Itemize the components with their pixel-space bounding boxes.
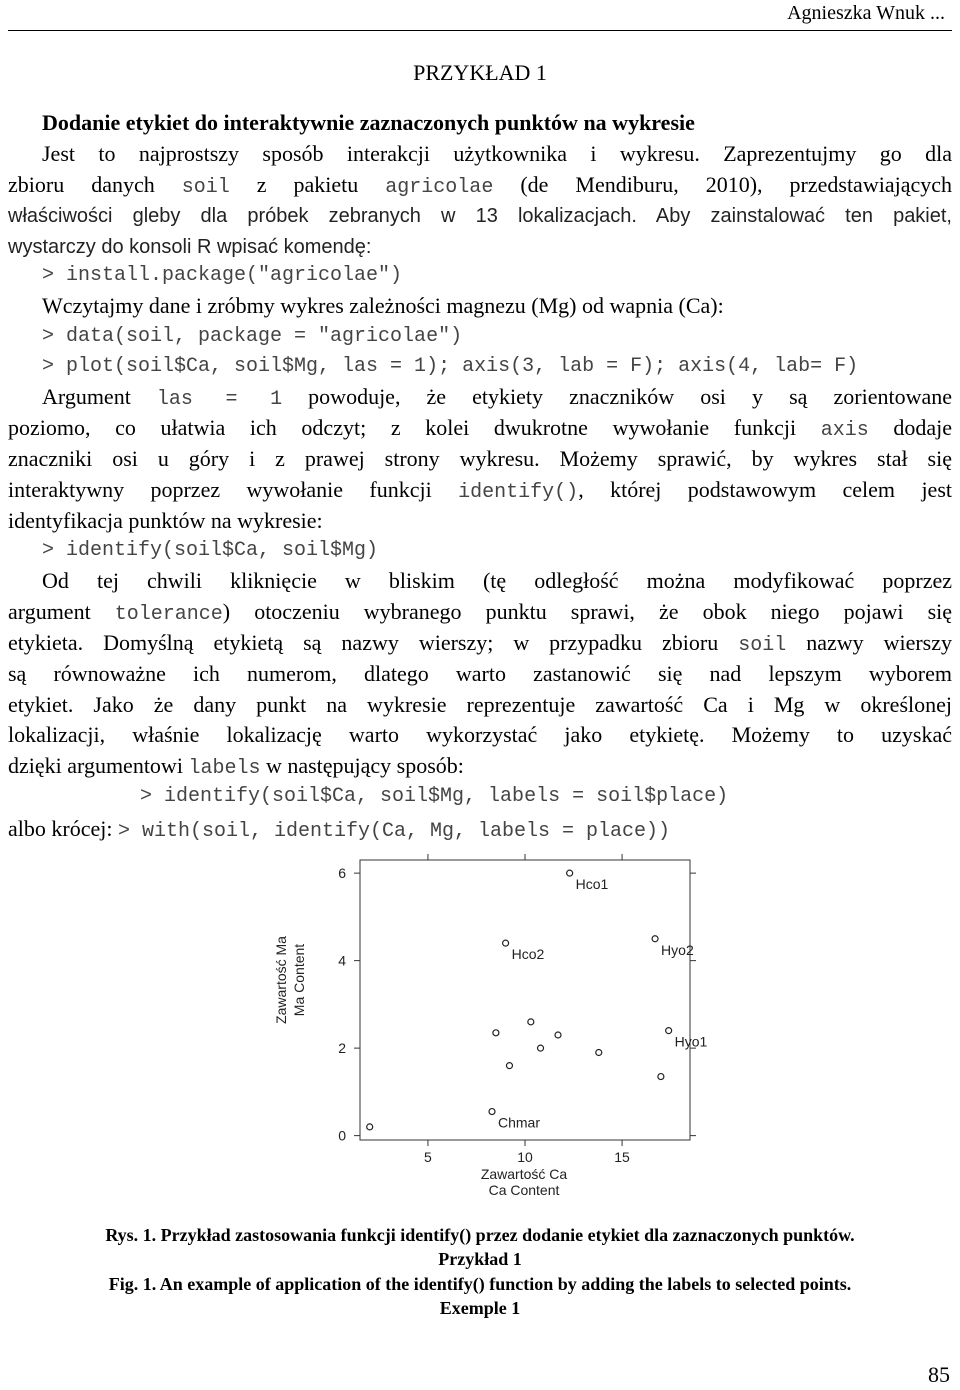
code-data: > data(soil, package = "agricolae")	[42, 325, 463, 348]
para4-line6: lokalizacji, właśnie lokalizację warto wykorzystać jako etykietę. Możemy to uzyskać	[8, 722, 952, 747]
data-point	[555, 1032, 561, 1038]
para4-line7: dzięki argumentowi labels w następujący sposób:	[8, 753, 464, 780]
para4-line2: argument tolerance) otoczeniu wybranego punktu sprawi, że obok niego pojawi się	[8, 599, 953, 626]
y-tick-label: 0	[338, 1127, 346, 1144]
data-point	[596, 1050, 602, 1056]
para3-line4: interaktywny poprzez wywołanie funkcji identify(), której podstawowym celem jest	[8, 477, 952, 504]
x-tick-label: 5	[424, 1149, 432, 1165]
plot-box	[360, 860, 690, 1140]
para2: Wczytajmy dane i zróbmy wykres zależności magnezu (Mg) od wapnia (Ca):	[42, 293, 724, 318]
para3-line5: identyfikacja punktów na wykresie:	[8, 508, 323, 533]
x-tick-label: 15	[614, 1149, 630, 1165]
para4-line4: są równoważne ich numerom, dlatego warto zastanowić się nad lepszym wyborem	[8, 661, 952, 686]
para3-line3: znaczniki osi u góry i z prawej strony wykresu. Możemy sprawić, by wykres stał się	[8, 446, 952, 471]
code-install: > install.package("agricolae")	[42, 264, 403, 287]
para1-line4: wystarczy do konsoli R wpisać komendę:	[8, 236, 372, 258]
figure-caption-pl: Rys. 1. Przykład zastosowania funkcji identify() przez dodanie etykiet dla zaznaczonych punktów.	[105, 1225, 855, 1245]
data-point	[658, 1074, 664, 1080]
data-point	[503, 940, 509, 946]
point-label: Hco1	[575, 876, 609, 893]
page-number: 85	[928, 1362, 950, 1387]
y-axis-label-line2: Ma Content	[291, 943, 307, 1017]
section-title: Dodanie etykiet do interaktywnie zaznaczonych punktów na wykresie	[42, 110, 695, 135]
running-header: Agnieszka Wnuk ...	[787, 2, 945, 24]
code-identify: > identify(soil$Ca, soil$Mg)	[42, 539, 379, 562]
y-tick-label: 4	[338, 952, 346, 969]
y-axis-label-line1: Zawartość Ma	[273, 936, 289, 1024]
figure-caption-en-sub: Exemple 1	[439, 1298, 521, 1318]
data-point	[493, 1030, 499, 1036]
data-points	[367, 870, 708, 1130]
figure-caption-pl-sub: Przykład 1	[438, 1249, 522, 1269]
x-axis-label-line1: Zawartość Ca	[480, 1166, 568, 1182]
figure-caption-en: Fig. 1. An example of application of the identify() function by adding the labels to selected points.	[108, 1274, 852, 1294]
code-plot: > plot(soil$Ca, soil$Mg, las = 1); axis(3, lab = F); axis(4, lab= F)	[42, 355, 859, 378]
data-point	[666, 1028, 672, 1034]
para4-line1: Od tej chwili kliknięcie w bliskim (tę odległość można modyfikować poprzez	[42, 568, 952, 593]
plot-frame	[360, 860, 690, 1140]
data-point	[528, 1019, 534, 1025]
data-point	[506, 1063, 512, 1069]
scatter-chart	[250, 845, 710, 1205]
para3-line2: poziomo, co ułatwia ich odczyt; z kolei dwukrotne wywołanie funkcji axis dodaje	[8, 415, 952, 442]
point-label: Hyo2	[661, 941, 694, 958]
example-title: PRZYKŁAD 1	[413, 60, 547, 85]
header-rule	[8, 30, 952, 31]
para1-line2: zbioru danych soil z pakietu agricolae (de Mendiburu, 2010), przedstawiających	[8, 172, 952, 199]
y-tick-label: 6	[338, 865, 346, 882]
data-point	[567, 870, 573, 876]
para4-line5: etykiet. Jako że dany punkt na wykresie reprezentuje zawartość Ca i Mg w określonej	[8, 692, 952, 717]
data-point	[652, 936, 658, 942]
code-identify-labels: > identify(soil$Ca, soil$Mg, labels = soil$place)	[140, 785, 729, 808]
x-tick-label: 10	[517, 1149, 533, 1165]
para1-line1: Jest to najprostszy sposób interakcji użytkownika i wykresu. Zaprezentujmy go dla	[42, 141, 952, 166]
point-label: Hyo1	[674, 1033, 708, 1050]
para3-line1: Argument las = 1 powoduje, że etykiety znaczników osi y są zorientowane	[42, 384, 953, 411]
para5: albo krócej: > with(soil, identify(Ca, Mg, labels = place))	[8, 816, 671, 843]
para4-line3: etykieta. Domyślną etykietą są nazwy wierszy; w przypadku zbioru soil nazwy wierszy	[8, 630, 953, 657]
point-label: Hco2	[511, 946, 545, 963]
y-tick-label: 2	[338, 1040, 346, 1057]
data-point	[489, 1109, 495, 1115]
data-point	[367, 1124, 373, 1130]
para1-line3: właściwości gleby dla próbek zebranych w 13 lokalizacjach. Aby zainstalować ten pakiet,	[8, 205, 952, 227]
point-label: Chmar	[498, 1114, 541, 1131]
data-point	[538, 1045, 544, 1051]
x-axis-label-line2: Ca Content	[488, 1182, 560, 1198]
